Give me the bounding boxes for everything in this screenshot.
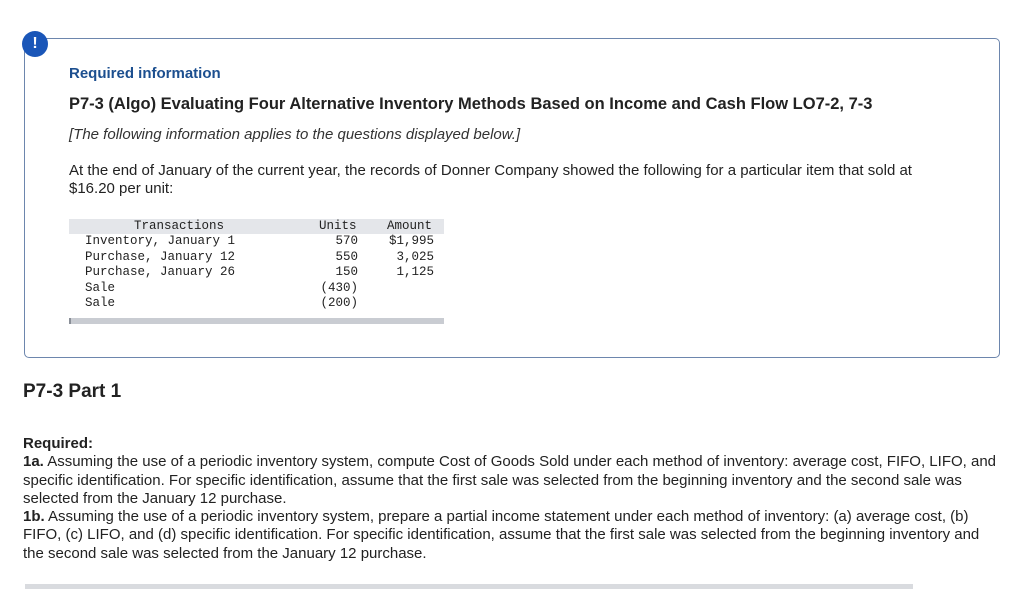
- required-label: Required:: [23, 435, 94, 452]
- header-amount: Amount: [387, 219, 433, 233]
- cell-units: 150: [335, 265, 358, 279]
- cell-transaction: Sale: [85, 296, 116, 310]
- cell-units: 570: [335, 234, 358, 248]
- requirement-id: 1b.: [23, 508, 45, 526]
- requirement-text: Assuming the use of a periodic inventory system, compute Cost of Goods Sold under each method of inventory: average cost, FIFO, LIFO, and specific identification. For specific identification, assume that the first sale was selected from the beginning inventory and the second sale was selected from the January 12 purchase.: [23, 453, 997, 507]
- table-footer-rule: [69, 318, 444, 324]
- cell-transaction: Sale: [85, 280, 116, 295]
- horizontal-scrollbar[interactable]: [25, 584, 913, 589]
- cell-amount: 3,025: [396, 249, 434, 264]
- table-header-row: [69, 219, 444, 234]
- cell-units: (200): [320, 296, 358, 310]
- part-title: P7-3 Part 1: [23, 381, 122, 402]
- intro-paragraph: At the end of January of the current year, the records of Donner Company showed the following for a particular item that sold at $16.20 per unit:: [69, 162, 912, 197]
- alert-icon: !: [22, 31, 48, 57]
- table-row: [69, 296, 444, 312]
- cell-amount: $1,995: [388, 234, 434, 248]
- header-units: Units: [319, 219, 357, 233]
- required-section: [23, 435, 998, 563]
- cell-units: 550: [335, 249, 358, 264]
- table-row: [69, 265, 444, 281]
- table-row: [69, 281, 444, 297]
- cell-amount: 1,125: [396, 265, 434, 279]
- cell-transaction: Purchase, January 26: [85, 265, 236, 279]
- requirement-text: Assuming the use of a periodic inventory system, prepare a partial income statement under each method of inventory: (a) average cost, (b) FIFO, (c) LIFO, and (d) specific identification. For specific identification, assume that the first sale was selected from the beginning inventory and the second sale was selected from the January 12 purchase.: [23, 508, 980, 562]
- requirement-id: 1a.: [23, 453, 44, 471]
- requirement-1b: [23, 508, 998, 563]
- table-row: [69, 250, 444, 266]
- problem-title: P7-3 (Algo) Evaluating Four Alternative Inventory Methods Based on Income and Cash Flow LO7-2, 7-3: [69, 95, 873, 113]
- applies-note: [The following information applies to the questions displayed below.]: [69, 126, 521, 143]
- transactions-table: [69, 219, 444, 324]
- cell-units: (430): [320, 280, 358, 295]
- required-information-heading: Required information: [69, 65, 221, 82]
- cell-transaction: Purchase, January 12: [85, 249, 236, 264]
- requirement-1a: [23, 453, 998, 508]
- table-row: [69, 234, 444, 250]
- cell-transaction: Inventory, January 1: [85, 234, 236, 248]
- header-transactions: Transactions: [134, 219, 225, 233]
